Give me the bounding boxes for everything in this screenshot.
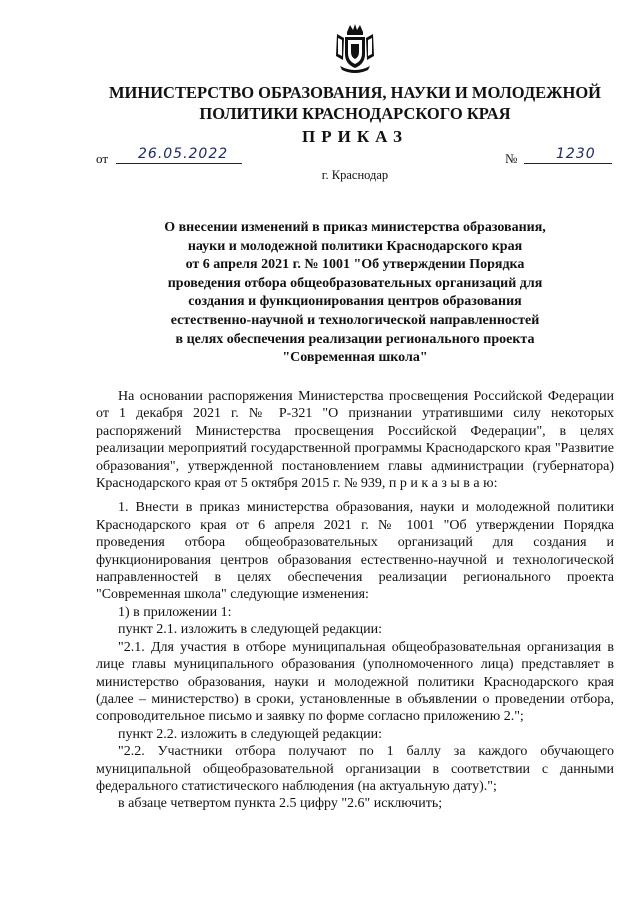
title-line: проведения отбора общеобразовательных организаций для (167, 275, 543, 291)
ministry-name (100, 82, 610, 124)
body-paragraph: "2.2. Участники отбора получают по 1 баллу за каждого обучающего муниципальной общеобразовательной организации в соответствии с данными федерального статистического наблюдения (на актуальную дату)."; (96, 744, 614, 794)
date-value: 26.05.2022 (138, 146, 229, 162)
krasnodar-coat-of-arms-icon (334, 22, 376, 74)
ministry-name-line2: ПОЛИТИКИ КРАСНОДАРСКОГО КРАЯ (199, 104, 511, 123)
date-label: от (96, 151, 109, 166)
city-label: г. Краснодар (321, 168, 389, 182)
body-paragraph: "2.1. Для участия в отборе муниципальная общеобразовательная организация в лице главы муниципального образования (уполномоченного лица) представляет в министерство образования, науки и молодежной политики Краснодарского края (далее – министерство) в сроки, установленные в объявлении о проведении отбора, сопроводительное письмо и заявку по форме согласно приложению 2."; (96, 639, 614, 725)
body-paragraph: На основании распоряжения Министерства просвещения Российской Федерации от 1 декабря 2021 г. № Р-321 "О признании утратившими силу некоторых распоряжений Министерства просвещения Российской Федерации", в целях реализации мероприятий государственной программы Краснодарского края "Развитие образования", утвержденной постановлением главы администрации (губернатора) Краснодарского края от 5 октября 2015 г. № 939, п р и к а з ы в а ю: (96, 389, 614, 492)
date-field (116, 147, 242, 164)
body-paragraph: 1) в приложении 1: (118, 604, 232, 620)
title-line: естественно-научной и технологической направленностей (170, 312, 540, 328)
body-paragraph: 1. Внести в приказ министерства образования, науки и молодежной политики Краснодарского края от 6 апреля 2021 г. № 1001 "Об утверждении Порядка проведения отбора общеобразовательных организаций для создания и функционирования центров образования естественно-научной и технологической направленностей в целях обеспечения реализации регионального проекта "Современная школа" следующие изменения: (96, 500, 614, 603)
title-line: науки и молодежной политики Краснодарского края (187, 238, 523, 254)
title-line: в целях обеспечения реализации регионального проекта (175, 331, 535, 347)
document-type: ПРИКАЗ (302, 127, 408, 146)
number-field (524, 147, 612, 164)
ministry-name-line1: МИНИСТЕРСТВО ОБРАЗОВАНИЯ, НАУКИ И МОЛОДЕЖНОЙ (108, 83, 601, 102)
title-line: О внесении изменений в приказ министерства образования, (164, 220, 546, 235)
body-paragraph: пункт 2.2. изложить в следующей редакции: (118, 726, 382, 742)
number-label: № (505, 151, 518, 166)
title-line: создания и функционирования центров образования (188, 294, 522, 310)
document-title (120, 219, 590, 368)
number-value: 1230 (556, 146, 596, 162)
body-paragraph: пункт 2.1. изложить в следующей редакции: (118, 622, 382, 638)
body-paragraph: в абзаце четвертом пункта 2.5 цифру "2.6" исключить; (118, 796, 443, 812)
title-line: "Современная школа" (282, 350, 428, 366)
title-line: от 6 апреля 2021 г. № 1001 "Об утверждении Порядка (185, 257, 525, 273)
document-body (96, 388, 614, 813)
